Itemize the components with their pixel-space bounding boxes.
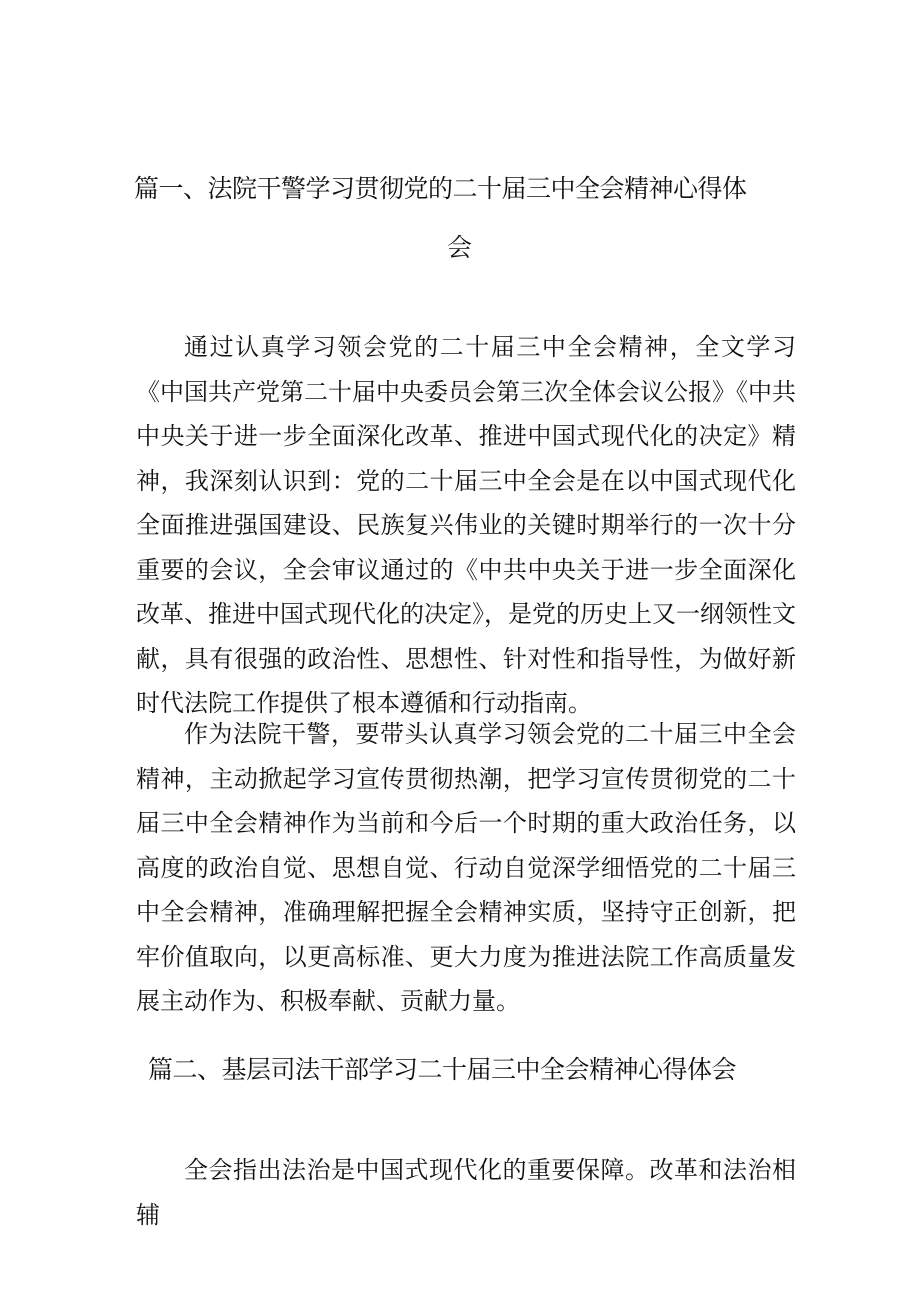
article2-title: 篇二、基层司法干部学习二十届三中全会精神心得体会: [148, 1055, 737, 1084]
article1-title-line1: 篇一、法院干警学习贯彻党的二十届三中全会精神心得体: [134, 174, 747, 203]
article1-title-line2: 会: [447, 233, 472, 262]
article1-paragraph-2: 作为法院干警，要带头认真学习领会党的二十届三中全会精神，主动掀起学习宣传贯彻热潮，把学习宣传贯彻党的二十届三中全会精神作为当前和今后一个时期的重大政治任务，以高度的政治自觉、思想自觉、行动自觉深学细悟党的二十届三中全会精神，准确理解把握全会精神实质，坚持守正创新，把牢价值取向，以更高标准、更大力度为推进法院工作高质量发展主动作为、积极奉献、贡献力量。: [136, 720, 796, 1015]
article2-paragraph-1: 全会指出法治是中国式现代化的重要保障。改革和法治相辅: [136, 1156, 796, 1229]
article1-paragraph-1: 通过认真学习领会党的二十届三中全会精神，全文学习《中国共产党第二十届中央委员会第三次全体会议公报》《中共中央关于进一步全面深化改革、推进中国式现代化的决定》精神，我深刻认识到：党的二十届三中全会是在以中国式现代化全面推进强国建设、民族复兴伟业的关键时期举行的一次十分重要的会议，全会审议通过的《中共中央关于进一步全面深化改革、推进中国式现代化的决定》，是党的历史上又一纲领性文献，具有很强的政治性、思想性、针对性和指导性，为做好新时代法院工作提供了根本遵循和行动指南。: [136, 333, 796, 717]
